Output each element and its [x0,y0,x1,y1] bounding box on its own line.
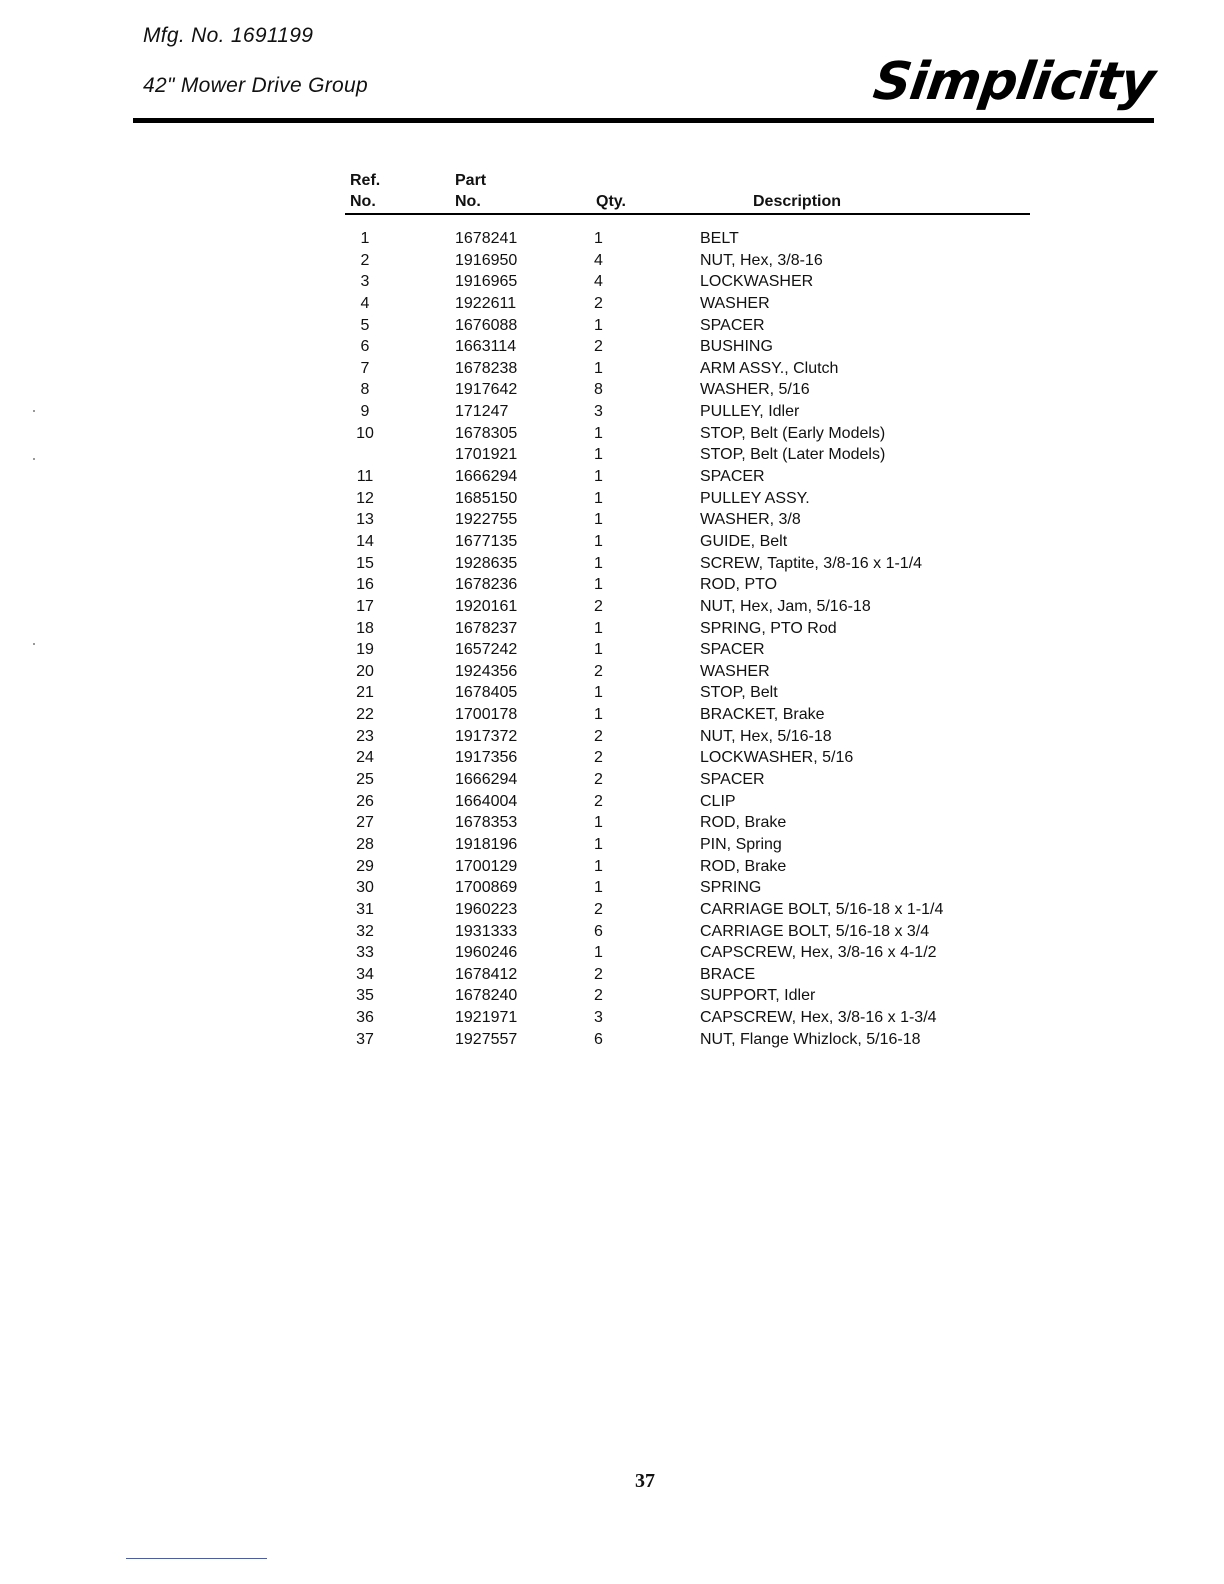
ref-no: 35 [356,987,374,1005]
description: ROD, PTO [700,576,778,594]
qty: 2 [594,338,603,356]
part-no: 1678241 [455,230,518,247]
part-no: 1917642 [455,381,518,399]
qty: 1 [594,641,603,659]
part-no: 1960246 [455,944,518,962]
table-row [0,726,1224,748]
part-no: 1700178 [455,706,518,724]
qty: 1 [594,835,603,853]
part-no: 1918196 [455,835,518,853]
description: WASHER [700,662,770,680]
ref-no: 21 [356,684,374,702]
description: PULLEY ASSY. [700,489,810,507]
part-no: 1920161 [455,597,518,615]
part-no: 1931333 [455,922,518,940]
part-no: 1922755 [455,511,518,529]
description: GUIDE, Belt [700,532,788,550]
qty: 1 [594,814,603,832]
ref-no: 29 [356,857,374,875]
part-no: 1921971 [455,1009,518,1027]
table-row [0,877,1224,899]
table-row [0,985,1224,1007]
table-row [0,942,1224,964]
table-row [0,964,1224,986]
table-row [0,1007,1224,1029]
qty: 2 [594,597,603,615]
parts-table [0,228,1224,1050]
description: CARRIAGE BOLT, 5/16-18 x 3/4 [700,922,930,940]
table-row [0,899,1224,921]
ref-no: 20 [356,662,374,680]
col-header-part-line1: Part [455,172,487,189]
group-title: 42" Mower Drive Group [143,74,368,97]
part-no: 1917372 [455,727,518,745]
part-no: 1685150 [455,489,518,507]
qty: 4 [594,273,603,291]
margin-dot [33,458,35,460]
description: NUT, Hex, 5/16-18 [700,727,832,745]
description: SUPPORT, Idler [700,987,816,1005]
qty: 6 [594,922,603,940]
part-no: 1678237 [455,619,518,637]
ref-no: 17 [356,597,374,615]
header-underline [345,213,1030,215]
ref-no: 33 [356,944,374,962]
ref-no: 28 [356,835,374,853]
ref-no: 3 [360,273,370,291]
ref-no: 12 [356,489,374,507]
col-header-ref-line1: Ref. [350,172,381,189]
description: STOP, Belt (Early Models) [700,424,886,442]
description: STOP, Belt (Later Models) [700,446,886,464]
ref-no: 22 [356,706,374,724]
table-row [0,639,1224,661]
description: PULLEY, Idler [700,403,800,421]
qty: 3 [594,403,603,421]
qty: 2 [594,792,603,810]
description: SCREW, Taptite, 3/8-16 x 1-1/4 [700,554,923,572]
ref-no: 19 [356,641,374,659]
ref-no: 16 [356,576,374,594]
qty: 2 [594,662,603,680]
qty: 2 [594,900,603,918]
qty: 1 [594,511,603,529]
table-row [0,466,1224,488]
qty: 1 [594,489,603,507]
description: PIN, Spring [700,835,782,853]
table-row [0,271,1224,293]
description: SPACER [700,316,765,334]
ref-no: 24 [356,749,374,767]
description: NUT, Flange Whizlock, 5/16-18 [700,1030,921,1048]
table-row [0,315,1224,337]
description: CARRIAGE BOLT, 5/16-18 x 1-1/4 [700,900,944,918]
ref-no: 1 [360,230,370,247]
qty: 1 [594,857,603,875]
qty: 1 [594,684,603,702]
description: WASHER, 3/8 [700,511,801,529]
part-no: 1928635 [455,554,518,572]
qty: 2 [594,965,603,983]
description: BUSHING [700,338,773,356]
description: NUT, Hex, Jam, 5/16-18 [700,597,871,615]
ref-no: 6 [360,338,370,356]
description: SPACER [700,468,765,486]
table-row [0,488,1224,510]
table-row [0,293,1224,315]
part-no: 1666294 [455,771,518,789]
ref-no: 7 [360,359,370,377]
margin-dot [33,410,35,412]
table-row [0,661,1224,683]
part-no: 1916950 [455,251,518,269]
part-no: 1917356 [455,749,518,767]
description: SPRING [700,879,762,897]
ref-no: 8 [360,381,370,399]
brand-logo: Simplicity [870,52,1159,112]
qty: 2 [594,771,603,789]
qty: 1 [594,576,603,594]
table-row [0,747,1224,769]
qty: 1 [594,446,603,464]
col-header-part [455,170,486,212]
ref-no: 18 [356,619,374,637]
qty: 1 [594,706,603,724]
header-rule [133,118,1154,123]
table-row [0,596,1224,618]
ref-no: 27 [356,814,374,832]
ref-no: 14 [356,532,374,550]
table-row [0,618,1224,640]
part-no: 1678412 [455,965,518,983]
description: CAPSCREW, Hex, 3/8-16 x 4-1/2 [700,944,937,962]
description: LOCKWASHER, 5/16 [700,749,854,767]
part-no: 1678236 [455,576,518,594]
table-row [0,856,1224,878]
col-header-description: Description [753,193,842,210]
ref-no: 26 [356,792,374,810]
table-row [0,574,1224,596]
part-no: 1678405 [455,684,518,702]
ref-no: 34 [356,965,374,983]
part-no: 1678240 [455,987,518,1005]
qty: 1 [594,359,603,377]
ref-no: 5 [360,316,370,334]
part-no: 1664004 [455,792,518,810]
table-row [0,834,1224,856]
ref-no: 2 [360,251,370,269]
description: STOP, Belt [700,684,778,702]
part-no: 1922611 [455,294,517,312]
part-no: 1960223 [455,900,518,918]
part-no: 1678305 [455,424,518,442]
part-no: 1927557 [455,1030,518,1048]
table-row [0,812,1224,834]
ref-no: 4 [360,294,370,312]
description: ROD, Brake [700,857,787,875]
margin-dot [33,643,35,645]
part-no: 1700869 [455,879,518,897]
ref-no: 31 [356,900,374,918]
description: BRACKET, Brake [700,706,825,724]
qty: 1 [594,316,603,334]
qty: 1 [594,424,603,442]
ref-no: 15 [356,554,374,572]
description: BRACE [700,965,756,983]
col-header-ref-line2: No. [350,193,376,210]
mfg-number: Mfg. No. 1691199 [143,24,314,47]
table-row [0,531,1224,553]
description: CLIP [700,792,736,810]
part-no: 1657242 [455,641,518,659]
qty: 3 [594,1009,603,1027]
part-no: 1916965 [455,273,518,291]
col-header-qty: Qty. [596,193,626,210]
part-no: 1678353 [455,814,518,832]
part-no: 1701921 [455,446,518,464]
table-row [0,704,1224,726]
part-no: 1700129 [455,857,518,875]
page-number: 37 [635,1470,655,1492]
qty: 2 [594,294,603,312]
description: SPACER [700,641,765,659]
description: SPACER [700,771,765,789]
qty: 1 [594,944,603,962]
part-no: 1677135 [455,532,518,550]
part-no: 1678238 [455,359,518,377]
part-no: 171247 [455,403,509,421]
ref-no: 36 [356,1009,374,1027]
ref-no: 30 [356,879,374,897]
table-row [0,379,1224,401]
qty: 4 [594,251,603,269]
col-header-part-line2: No. [455,193,481,210]
description: ARM ASSY., Clutch [700,359,839,377]
qty: 1 [594,619,603,637]
table-row [0,553,1224,575]
ref-no: 23 [356,727,374,745]
table-row [0,1029,1224,1051]
qty: 2 [594,727,603,745]
qty: 1 [594,554,603,572]
ref-no: 13 [356,511,374,529]
qty: 1 [594,879,603,897]
qty: 2 [594,987,603,1005]
table-row [0,423,1224,445]
part-no: 1676088 [455,316,518,334]
table-row [0,682,1224,704]
description: SPRING, PTO Rod [700,619,837,637]
description: WASHER, 5/16 [700,381,810,399]
part-no: 1924356 [455,662,518,680]
table-row [0,358,1224,380]
part-no: 1666294 [455,468,518,486]
table-row [0,921,1224,943]
ref-no: 32 [356,922,374,940]
table-row [0,250,1224,272]
description: NUT, Hex, 3/8-16 [700,251,823,269]
ref-no: 11 [356,468,374,486]
table-row [0,769,1224,791]
ref-no: 10 [356,424,374,442]
ref-no: 37 [356,1030,374,1048]
qty: 1 [594,468,603,486]
description: BELT [700,230,739,247]
col-header-ref [350,170,380,212]
table-row [0,401,1224,423]
qty: 8 [594,381,603,399]
table-row [0,791,1224,813]
description: WASHER [700,294,770,312]
table-row [0,444,1224,466]
part-no: 1663114 [455,338,517,356]
table-row [0,509,1224,531]
qty: 1 [594,230,603,247]
description: LOCKWASHER [700,273,814,291]
footer-link-line [126,1558,267,1559]
ref-no: 25 [356,771,374,789]
table-row [0,336,1224,358]
description: CAPSCREW, Hex, 3/8-16 x 1-3/4 [700,1009,937,1027]
table-row [0,228,1224,250]
ref-no: 9 [360,403,370,421]
qty: 1 [594,532,603,550]
description: ROD, Brake [700,814,787,832]
qty: 6 [594,1030,603,1048]
qty: 2 [594,749,603,767]
